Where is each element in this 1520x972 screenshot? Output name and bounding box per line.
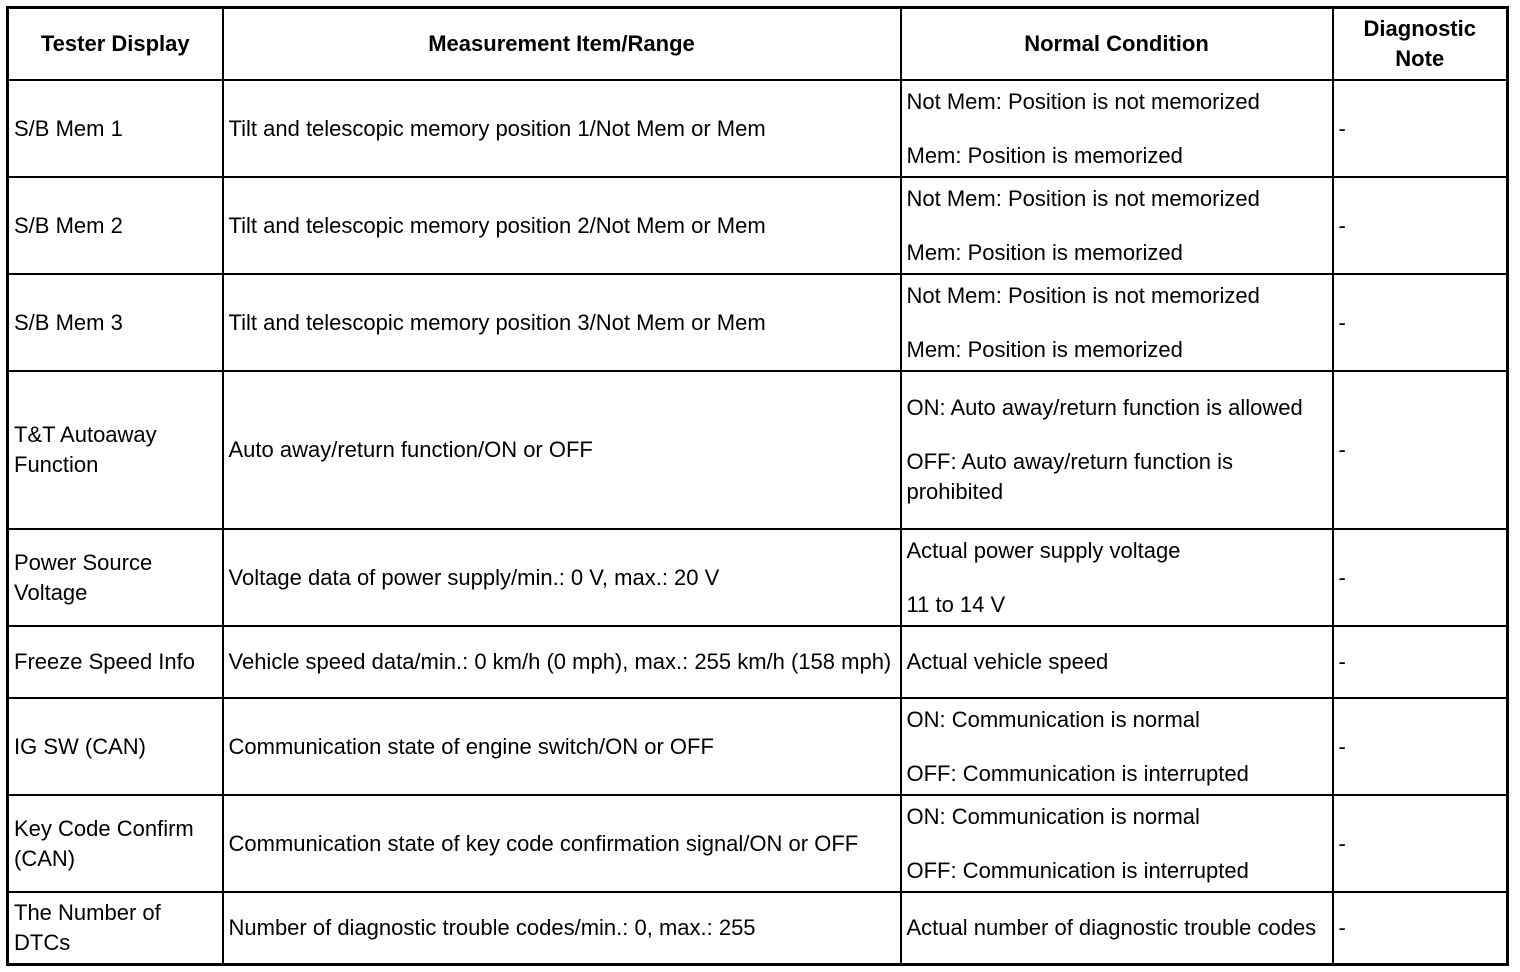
condition-line: OFF: Communication is interrupted bbox=[906, 857, 1249, 883]
measurement-cell: Communication state of engine switch/ON or OFF bbox=[223, 698, 901, 795]
normal-condition-cell bbox=[901, 274, 1333, 371]
tester-display-cell: S/B Mem 1 bbox=[8, 80, 223, 177]
condition-line: Not Mem: Position is not memorized bbox=[906, 88, 1260, 114]
condition-line: Actual power supply voltage bbox=[906, 537, 1181, 563]
normal-condition-cell bbox=[901, 80, 1333, 177]
table-row bbox=[8, 529, 1508, 626]
measurement-cell: Number of diagnostic trouble codes/min.: 0, max.: 255 bbox=[223, 892, 901, 964]
condition-line: Mem: Position is memorized bbox=[906, 336, 1183, 362]
measurement-cell: Auto away/return function/ON or OFF bbox=[223, 371, 901, 529]
normal-condition-cell bbox=[901, 626, 1333, 698]
diagnostic-note-cell: - bbox=[1333, 371, 1508, 529]
header-tester-display: Tester Display bbox=[8, 8, 223, 81]
diagnostic-note-cell: - bbox=[1333, 892, 1508, 964]
diagnostic-note-cell: - bbox=[1333, 698, 1508, 795]
measurement-cell: Voltage data of power supply/min.: 0 V, max.: 20 V bbox=[223, 529, 901, 626]
data-list-table bbox=[6, 6, 1509, 966]
table-row bbox=[8, 698, 1508, 795]
condition-line: ON: Communication is normal bbox=[906, 803, 1200, 829]
tester-display-cell: Freeze Speed Info bbox=[8, 626, 223, 698]
normal-condition-cell bbox=[901, 371, 1333, 529]
measurement-cell: Vehicle speed data/min.: 0 km/h (0 mph), max.: 255 km/h (158 mph) bbox=[223, 626, 901, 698]
table-row bbox=[8, 795, 1508, 892]
condition-line: 11 to 14 V bbox=[906, 591, 1006, 617]
header-normal-condition: Normal Condition bbox=[901, 8, 1333, 81]
tester-display-cell: T&T Autoaway Function bbox=[8, 371, 223, 529]
normal-condition-cell bbox=[901, 795, 1333, 892]
normal-condition-cell bbox=[901, 177, 1333, 274]
condition-line: Mem: Position is memorized bbox=[906, 239, 1183, 265]
diagnostic-note-cell: - bbox=[1333, 177, 1508, 274]
condition-line: Not Mem: Position is not memorized bbox=[906, 185, 1260, 211]
header-measurement: Measurement Item/Range bbox=[223, 8, 901, 81]
tester-display-cell: Power Source Voltage bbox=[8, 529, 223, 626]
measurement-cell: Communication state of key code confirmation signal/ON or OFF bbox=[223, 795, 901, 892]
diagnostic-note-cell: - bbox=[1333, 626, 1508, 698]
condition-line: Actual number of diagnostic trouble codes bbox=[906, 915, 1317, 941]
diagnostic-note-cell: - bbox=[1333, 529, 1508, 626]
condition-line: ON: Auto away/return function is allowed bbox=[906, 395, 1303, 421]
table-row bbox=[8, 80, 1508, 177]
condition-line: OFF: Communication is interrupted bbox=[906, 760, 1249, 786]
tester-display-cell: S/B Mem 3 bbox=[8, 274, 223, 371]
normal-condition-cell bbox=[901, 892, 1333, 964]
condition-line: OFF: Auto away/return function is prohibited bbox=[906, 449, 1233, 505]
tester-display-cell: The Number of DTCs bbox=[8, 892, 223, 964]
header-row bbox=[8, 8, 1508, 81]
measurement-cell: Tilt and telescopic memory position 1/Not Mem or Mem bbox=[223, 80, 901, 177]
table-row bbox=[8, 274, 1508, 371]
tester-display-cell: S/B Mem 2 bbox=[8, 177, 223, 274]
condition-line: ON: Communication is normal bbox=[906, 706, 1200, 732]
diagnostic-note-cell: - bbox=[1333, 274, 1508, 371]
table-row bbox=[8, 892, 1508, 964]
tester-display-cell: IG SW (CAN) bbox=[8, 698, 223, 795]
condition-line: Mem: Position is memorized bbox=[906, 142, 1183, 168]
measurement-cell: Tilt and telescopic memory position 2/Not Mem or Mem bbox=[223, 177, 901, 274]
table-row bbox=[8, 371, 1508, 529]
table-row bbox=[8, 626, 1508, 698]
header-diagnostic-note: Diagnostic Note bbox=[1333, 8, 1508, 81]
diagnostic-note-cell: - bbox=[1333, 80, 1508, 177]
condition-line: Actual vehicle speed bbox=[906, 649, 1109, 675]
tester-display-cell: Key Code Confirm (CAN) bbox=[8, 795, 223, 892]
table-row bbox=[8, 177, 1508, 274]
condition-line: Not Mem: Position is not memorized bbox=[906, 282, 1260, 308]
normal-condition-cell bbox=[901, 529, 1333, 626]
measurement-cell: Tilt and telescopic memory position 3/Not Mem or Mem bbox=[223, 274, 901, 371]
normal-condition-cell bbox=[901, 698, 1333, 795]
diagnostic-note-cell: - bbox=[1333, 795, 1508, 892]
